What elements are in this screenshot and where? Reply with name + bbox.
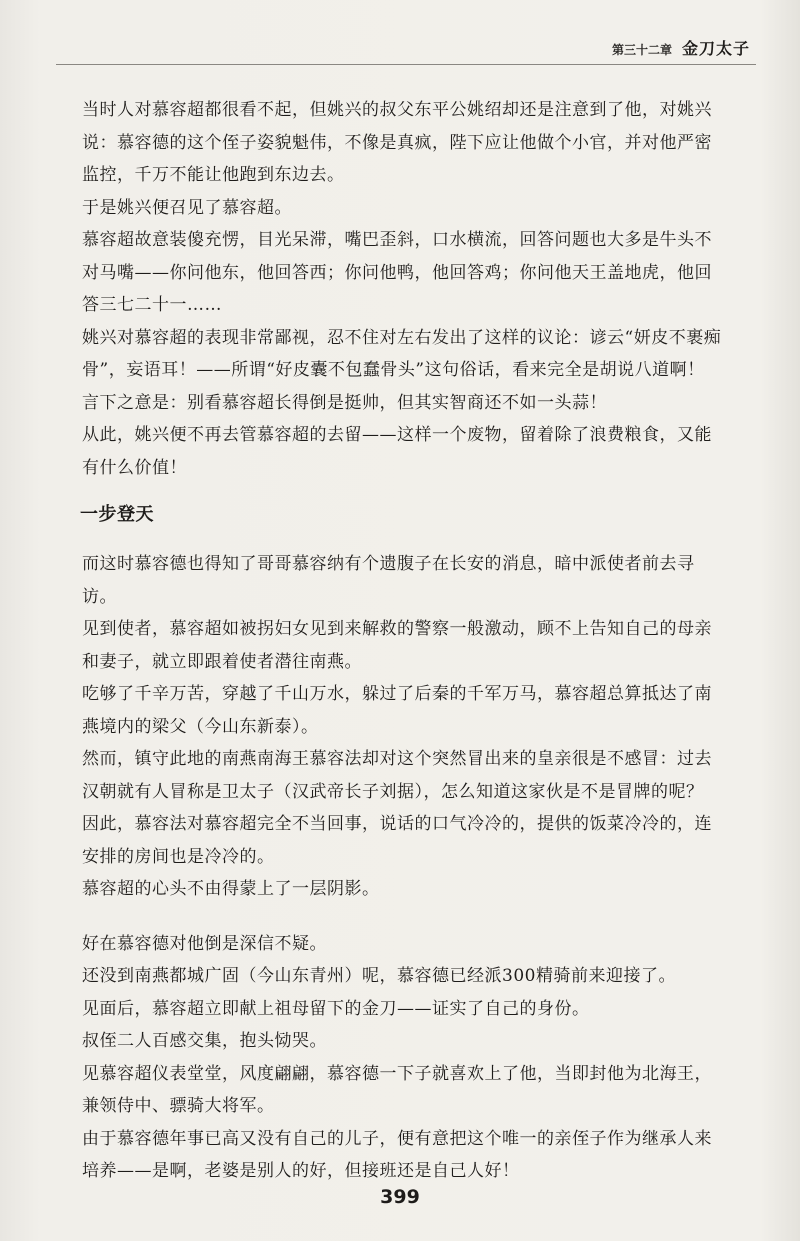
paragraph: 言下之意是：别看慕容超长得倒是挺帅，但其实智商还不如一头蒜！ [82,392,607,413]
paragraph: 见面后，慕容超立即献上祖母留下的金刀——证实了自己的身份。 [82,998,590,1019]
paragraph: 还没到南燕都城广固（今山东青州）呢，慕容德已经派300精骑前来迎接了。 [82,966,676,986]
paragraph: 慕容超故意装傻充愣，目光呆滞，嘴巴歪斜，口水横流，回答问题也大多是牛头不对马嘴——你问他东，他回答西；你问他鸭，他回答鸡；你问他天王盖地虎，他回答三七二十一…… [82,230,712,315]
paragraph: 然而，镇守此地的南燕南海王慕容法却对这个突然冒出来的皇亲很是不感冒：过去汉朝就有人冒称是卫太子（汉武帝长子刘据），怎么知道这家伙是不是冒牌的呢？ [82,749,712,802]
paragraph: 而这时慕容德也得知了哥哥慕容纳有个遗腹子在长安的消息，暗中派使者前去寻访。 [82,554,695,607]
paragraph: 吃够了千辛万苦，穿越了千山万水，躲过了后秦的千军万马，慕容超总算抵达了南燕境内的梁父（今山东新泰）。 [82,684,712,737]
paragraph: 于是姚兴便召见了慕容超。 [82,197,292,218]
body-text [82,94,728,1188]
running-head-title: 金刀太子 [681,39,750,58]
paragraph: 由于慕容德年事已高又没有自己的儿子，便有意把这个唯一的亲侄子作为继承人来培养——是啊，老婆是别人的好，但接班还是自己人好！ [82,1128,712,1181]
header-rule [56,64,756,65]
running-head-chapter: 第三十二章 [611,43,672,57]
paragraph: 当时人对慕容超都很看不起，但姚兴的叔父东平公姚绍却还是注意到了他，对姚兴说：慕容德的这个侄子姿貌魁伟，不像是真疯，陛下应让他做个小官，并对他严密监控，千万不能让他跑到东边去。 [82,100,712,185]
running-head [612,36,750,59]
paragraph-gap [82,906,728,928]
paragraph: 慕容超的心头不由得蒙上了一层阴影。 [82,879,380,899]
paragraph: 从此，姚兴便不再去管慕容超的去留——这样一个废物，留着除了浪费粮食，又能有什么价值！ [82,425,712,478]
paragraph: 见慕容超仪表堂堂，风度翩翩，慕容德一下子就喜欢上了他，当即封他为北海王，兼领侍中、骠骑大将军。 [82,1063,712,1116]
section-heading: 一步登天 [80,504,154,525]
paragraph: 见到使者，慕容超如被拐妇女见到来解救的警察一般激动，顾不上告知自己的母亲和妻子，就立即跟着使者潜往南燕。 [82,619,712,672]
paragraph: 因此，慕容法对慕容超完全不当回事，说话的口气冷冷的，提供的饭菜冷冷的，连安排的房间也是冷冷的。 [82,814,712,867]
paragraph: 姚兴对慕容超的表现非常鄙视，忍不住对左右发出了这样的议论：谚云“妍皮不裹痴骨”，妄语耳！——所谓“好皮囊不包蠢骨头”这句俗话，看来完全是胡说八道啊！ [82,327,722,380]
paragraph: 好在慕容德对他倒是深信不疑。 [82,933,327,954]
paragraph: 叔侄二人百感交集，抱头恸哭。 [82,1031,327,1051]
page-number: 399 [380,1186,420,1208]
